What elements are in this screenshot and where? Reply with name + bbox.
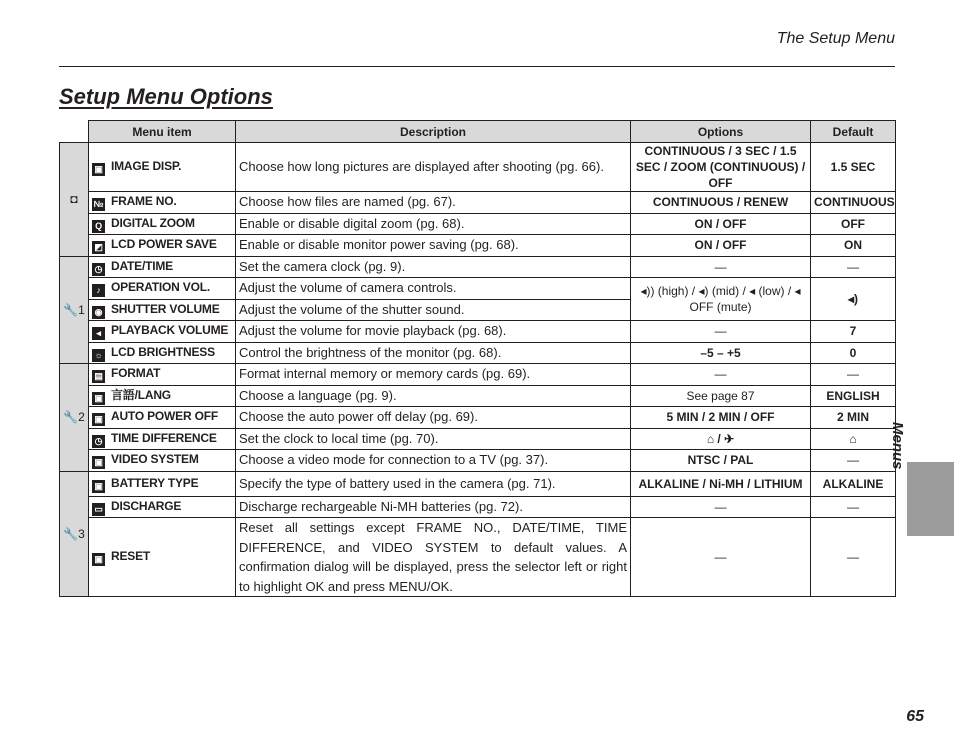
table-row: [60, 256, 896, 278]
page-title: Setup Menu Options: [59, 84, 273, 109]
options: 5 MIN / 2 MIN / OFF: [631, 407, 811, 429]
table-row: [60, 518, 896, 597]
column-header: Menu item: [89, 121, 236, 143]
menu-item: SHUTTER VOLUME: [111, 301, 220, 316]
menu-icon: ▤: [92, 370, 105, 383]
default: —: [811, 256, 896, 278]
menu-icon: ▣: [92, 456, 105, 469]
table-row: [60, 321, 896, 343]
menu-icon: №: [93, 199, 104, 210]
table-row: [60, 192, 896, 214]
menu-icon: ◉: [92, 306, 105, 319]
menu-icon: ◩: [92, 241, 105, 254]
menu-icon: Q: [92, 220, 105, 233]
options: CONTINUOUS / RENEW: [631, 192, 811, 214]
description: Choose how long pictures are displayed after shooting (pg. 66).: [236, 143, 631, 192]
menu-icon: ☼: [92, 349, 105, 362]
menu-item: LCD BRIGHTNESS: [111, 344, 215, 359]
menu-icon: ◂: [92, 327, 105, 340]
menu-item: OPERATION VOL.: [111, 280, 210, 295]
table-row: [60, 385, 896, 407]
section-tab-marker: [907, 462, 954, 536]
options: CONTINUOUS / 3 SEC / 1.5 SEC / ZOOM (CONTINUOUS) / OFF: [631, 143, 811, 192]
menu-item: 言語/LANG: [111, 387, 171, 402]
default: ON: [811, 235, 896, 257]
menu-icon: ♪: [92, 284, 105, 297]
menu-item: VIDEO SYSTEM: [111, 452, 199, 467]
table-row: [60, 407, 896, 429]
description: Discharge rechargeable Ni-MH batteries (pg. 72).: [236, 496, 631, 518]
page-number: 65: [906, 708, 924, 725]
default: —: [811, 450, 896, 472]
menu-icon: ▣: [92, 392, 105, 405]
menu-icon: ▭: [92, 503, 105, 516]
header-blank: [60, 121, 89, 143]
default: 0: [811, 342, 896, 364]
options: —: [631, 256, 811, 278]
default: —: [811, 364, 896, 386]
options: —: [631, 321, 811, 343]
options: ◂)) (high) / ◂) (mid) / ◂ (low) / ◂ OFF (mute): [631, 278, 811, 321]
description: Set the clock to local time (pg. 70).: [236, 428, 631, 450]
description: Adjust the volume of camera controls.: [236, 278, 631, 300]
menu-item: BATTERY TYPE: [111, 475, 199, 490]
default: 1.5 SEC: [811, 143, 896, 192]
menu-item: IMAGE DISP.: [111, 159, 182, 173]
table-row: [60, 364, 896, 386]
options: ALKALINE / Ni-MH / LITHIUM: [631, 471, 811, 496]
default: ⌂: [811, 428, 896, 450]
default: ALKALINE: [811, 471, 896, 496]
menu-item: RESET: [111, 549, 151, 563]
options: NTSC / PAL: [631, 450, 811, 472]
table-row: [60, 496, 896, 518]
menu-icon: ◷: [92, 435, 105, 448]
menu-item: DATE/TIME: [111, 258, 173, 273]
menu-item: PLAYBACK VOLUME: [111, 323, 229, 338]
description: Adjust the volume of the shutter sound.: [236, 299, 631, 321]
table-row: [60, 471, 896, 496]
default: OFF: [811, 213, 896, 235]
description: Choose how files are named (pg. 67).: [236, 192, 631, 214]
table-row: [60, 342, 896, 364]
running-head: The Setup Menu: [776, 30, 895, 47]
wrench-group-2: 🔧2: [60, 364, 89, 472]
table-row: [60, 278, 896, 300]
menu-item: DIGITAL ZOOM: [111, 215, 195, 230]
options: –5 – +5: [631, 342, 811, 364]
options: ON / OFF: [631, 213, 811, 235]
menu-icon: ◷: [92, 263, 105, 276]
table-row: [60, 235, 896, 257]
description: Enable or disable digital zoom (pg. 68).: [236, 213, 631, 235]
options: See page 87: [631, 385, 811, 407]
menu-icon: ▣: [92, 480, 105, 493]
menu-icon: ▣: [92, 553, 105, 566]
column-header: Options: [631, 121, 811, 143]
description: Set the camera clock (pg. 9).: [236, 256, 631, 278]
description: Specify the type of battery used in the camera (pg. 71).: [236, 471, 631, 496]
menu-item: AUTO POWER OFF: [111, 409, 218, 424]
menu-item: FRAME NO.: [111, 194, 177, 209]
header-rule: [59, 66, 895, 67]
description: Choose the auto power off delay (pg. 69).: [236, 407, 631, 429]
options: ON / OFF: [631, 235, 811, 257]
description: Adjust the volume for movie playback (pg. 68).: [236, 321, 631, 343]
camera-group-icon: ◘: [60, 143, 89, 257]
default: 2 MIN: [811, 407, 896, 429]
default: 7: [811, 321, 896, 343]
options: —: [631, 496, 811, 518]
table-row: [60, 143, 896, 192]
column-header: Default: [811, 121, 896, 143]
options: —: [631, 518, 811, 597]
menu-item: DISCHARGE: [111, 498, 182, 513]
table-row: [60, 428, 896, 450]
table-row: [60, 213, 896, 235]
description: Format internal memory or memory cards (pg. 69).: [236, 364, 631, 386]
default: ◂): [811, 278, 896, 321]
table-header-row: [60, 121, 896, 143]
side-section-label: Menus: [889, 422, 906, 470]
default: CONTINUOUS: [811, 192, 896, 214]
menu-item: FORMAT: [111, 366, 161, 381]
table-row: [60, 450, 896, 472]
description: Enable or disable monitor power saving (pg. 68).: [236, 235, 631, 257]
setup-menu-table: [59, 120, 896, 597]
menu-icon: ▣: [92, 163, 105, 176]
menu-item: TIME DIFFERENCE: [111, 430, 217, 445]
options: —: [631, 364, 811, 386]
default: —: [811, 518, 896, 597]
menu-icon: ▣: [92, 413, 105, 426]
description: Control the brightness of the monitor (pg. 68).: [236, 342, 631, 364]
wrench-group-1: 🔧1: [60, 256, 89, 364]
default: ENGLISH: [811, 385, 896, 407]
description: Choose a video mode for connection to a TV (pg. 37).: [236, 450, 631, 472]
default: —: [811, 496, 896, 518]
description: Choose a language (pg. 9).: [236, 385, 631, 407]
column-header: Description: [236, 121, 631, 143]
wrench-group-3: 🔧3: [60, 471, 89, 597]
menu-item: LCD POWER SAVE: [111, 237, 217, 252]
description: Reset all settings except FRAME NO., DATE/TIME, TIME DIFFERENCE, and VIDEO SYSTEM to default values. A confirmation dialog will be displayed, press the selector left or right to highlight OK and press MENU/OK.: [236, 518, 631, 597]
options: ⌂ / ✈: [631, 428, 811, 450]
